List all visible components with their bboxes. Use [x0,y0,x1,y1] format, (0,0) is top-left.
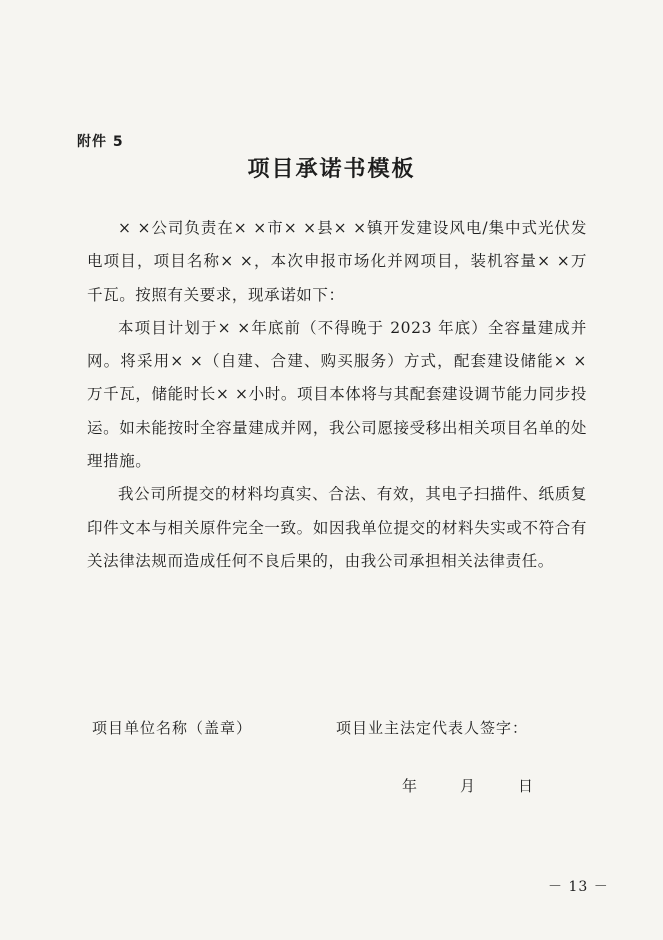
date-line [402,775,533,796]
legal-representative-signature-label: 项目业主法定代表人签字： [336,719,529,737]
paragraph-liability: 我公司所提交的材料均真实、合法、有效，其电子扫描件、纸质复印件文本与相关原件完全一致。如因我单位提交的材料失实或不符合有关法律法规而造成任何不良后果的，由我公司承担相关法律责任。 [87,485,587,570]
document-title: 项目承诺书模板 [247,156,416,182]
attachment-label: 附件 5 [77,134,124,150]
date-day-label: 日 [518,777,534,795]
paragraph-commitment: 本项目计划于× ×年底前（不得晚于 2023 年底）全容量建成并网。将采用× ×（自建、合建、购买服务）方式，配套建设储能× ×万千瓦，储能时长× ×小时。项目本体将与其配套建设调节能力同步投运。如未能按时全容量建成并网，我公司愿接受移出相关项目名单的处理措施。 [87,318,587,471]
date-year-label: 年 [402,777,418,795]
page-number: － 13 － [548,879,609,895]
paragraph-intro: × ×公司负责在× ×市× ×县× ×镇开发建设风电/集中式光伏发电项目，项目名称× ×，本次申报市场化并网项目，装机容量× ×万千瓦。按照有关要求，现承诺如下： [87,219,587,304]
unit-name-seal-label: 项目单位名称（盖章） [92,719,253,737]
document-body [87,212,587,578]
date-month-label: 月 [460,777,476,795]
